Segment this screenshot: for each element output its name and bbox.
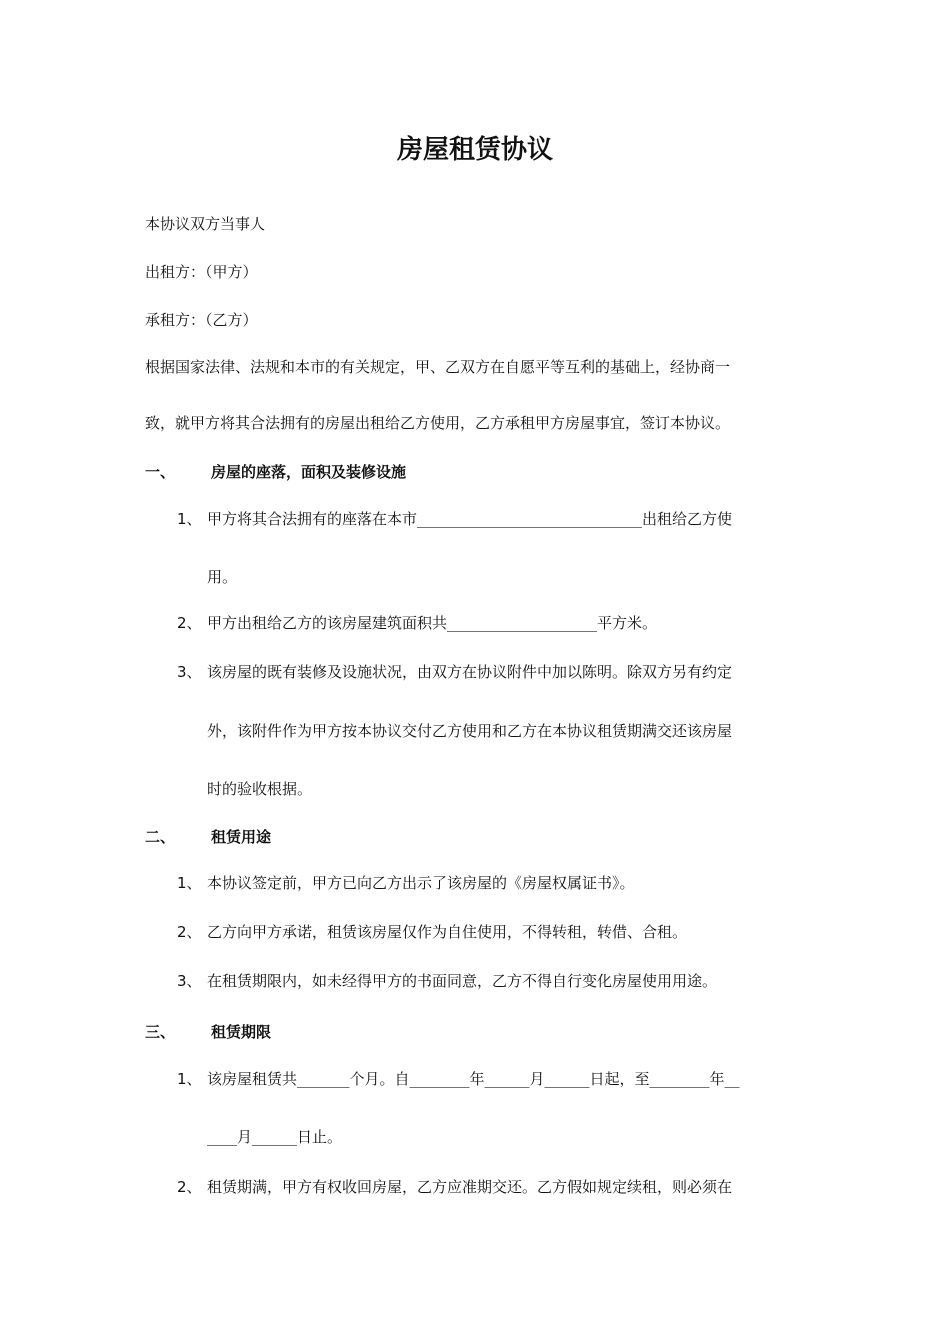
item-text: 用。	[207, 568, 238, 586]
parties-label: 本协议双方当事人	[145, 215, 266, 233]
item-text: 该房屋租赁共_______个月。自________年______月______日起，至________年__	[207, 1070, 740, 1088]
item-number: 1、	[177, 874, 202, 892]
item-number: 2、	[177, 614, 202, 632]
item-text: 时的验收根据。	[207, 780, 313, 798]
item-text: ____月______日止。	[207, 1128, 343, 1146]
item-number: 1、	[177, 510, 202, 528]
item-text: 该房屋的既有装修及设施状况，由双方在协议附件中加以陈明。除双方另有约定	[207, 663, 733, 681]
preamble-line: 根据国家法律、法规和本市的有关规定，甲、乙双方在自愿平等互利的基础上，经协商一	[145, 358, 731, 376]
section-heading: 租赁用途	[211, 828, 272, 846]
lessee-line: 承租方：（乙方）	[145, 311, 258, 329]
lessor-line: 出租方：（甲方）	[145, 263, 258, 281]
item-text: 外，该附件作为甲方按本协议交付乙方使用和乙方在本协议租赁期满交还该房屋	[207, 722, 733, 740]
item-number: 3、	[177, 663, 202, 681]
preamble-line: 致，就甲方将其合法拥有的房屋出租给乙方使用，乙方承租甲方房屋事宜，签订本协议。	[145, 414, 731, 432]
section-heading: 租赁期限	[211, 1023, 272, 1041]
item-number: 2、	[177, 923, 202, 941]
item-number: 1、	[177, 1070, 202, 1088]
item-number: 2、	[177, 1178, 202, 1196]
item-number: 3、	[177, 972, 202, 990]
item-text: 乙方向甲方承诺，租赁该房屋仅作为自住使用，不得转租，转借、合租。	[207, 923, 688, 941]
section-number: 一、	[145, 463, 176, 481]
item-text: 在租赁期限内，如未经得甲方的书面同意，乙方不得自行变化房屋使用用途。	[207, 972, 718, 990]
document-title: 房屋租赁协议	[396, 135, 553, 165]
item-text: 甲方将其合法拥有的座落在本市______________________________出租给乙方使	[207, 510, 733, 528]
item-text: 租赁期满，甲方有权收回房屋，乙方应准期交还。乙方假如规定续租，则必须在	[207, 1178, 733, 1196]
item-text: 本协议签定前，甲方已向乙方出示了该房屋的《房屋权属证书》。	[207, 874, 635, 892]
item-text: 甲方出租给乙方的该房屋建筑面积共____________________平方米。	[207, 614, 658, 632]
section-heading: 房屋的座落，面积及装修设施	[211, 463, 407, 481]
section-number: 三、	[145, 1023, 176, 1041]
section-number: 二、	[145, 828, 176, 846]
